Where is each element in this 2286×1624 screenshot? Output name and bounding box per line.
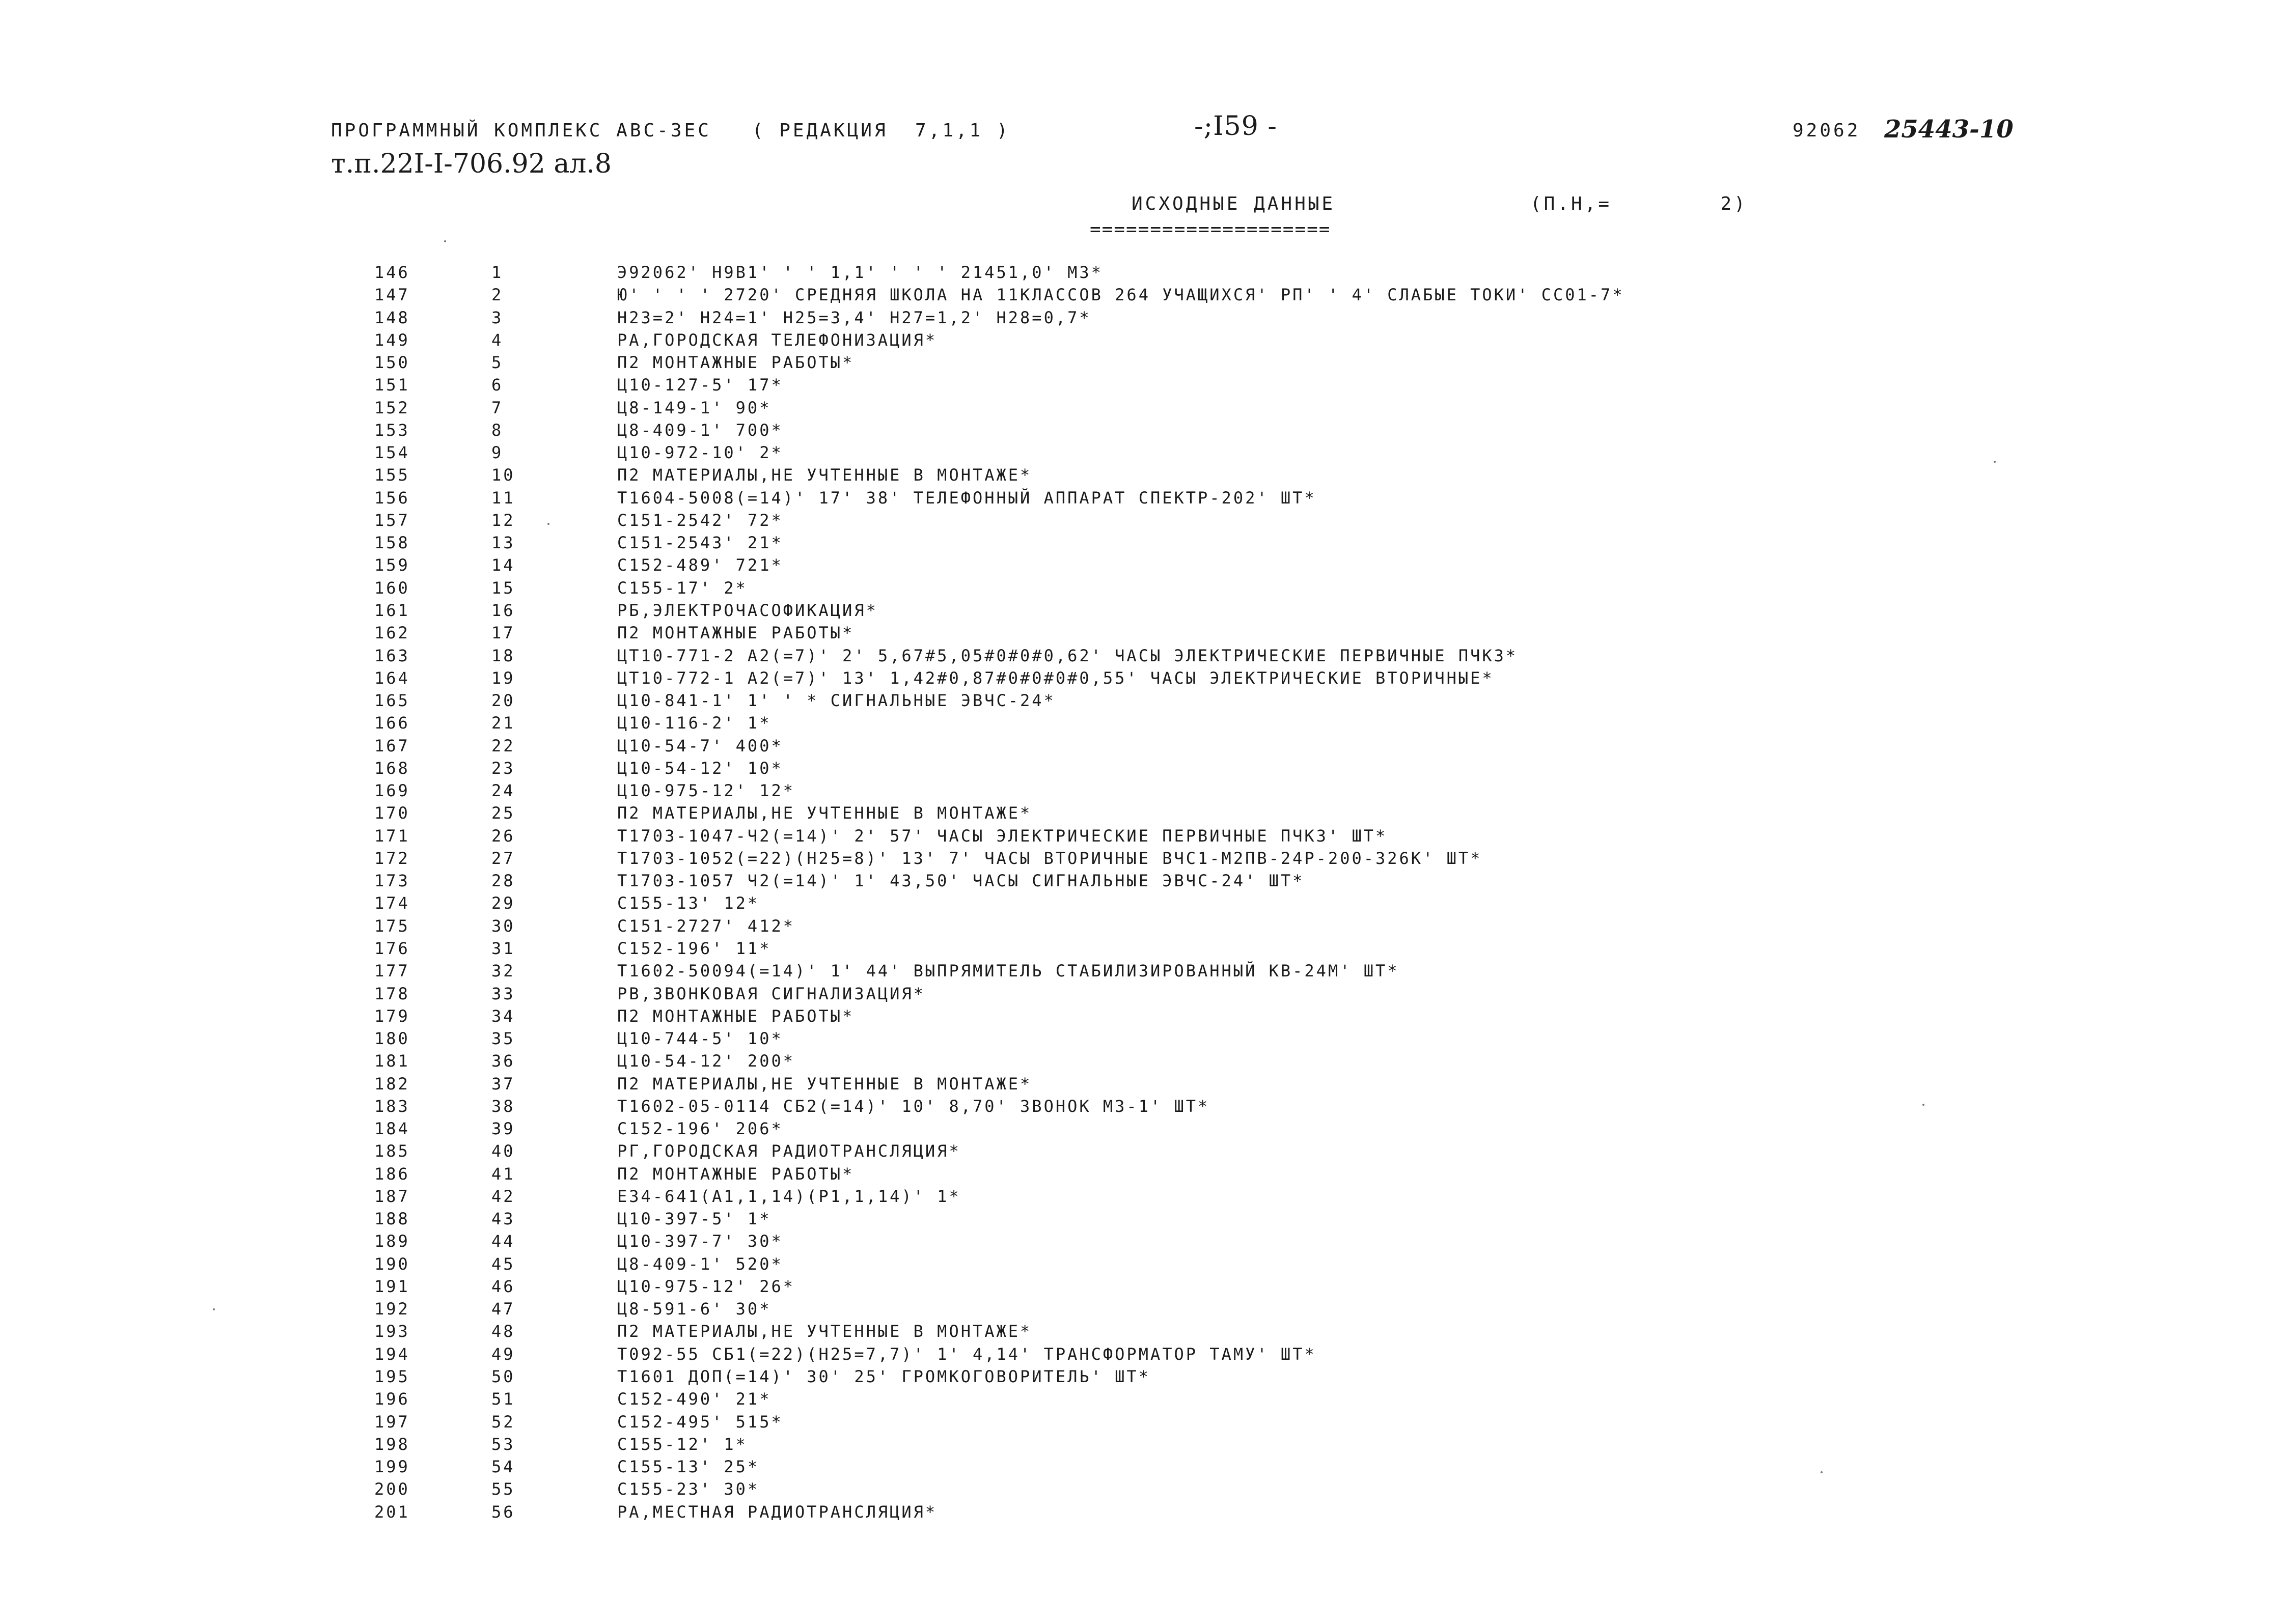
record-text: П2 МОНТАЖНЫЕ РАБОТЫ* xyxy=(617,1164,855,1184)
line-number: 159 xyxy=(374,555,410,575)
line-number: 190 xyxy=(374,1254,410,1274)
record-text: Ц10-54-12' 10* xyxy=(617,758,783,778)
record-text: Ц10-54-7' 400* xyxy=(617,736,783,755)
line-number: 179 xyxy=(374,1006,410,1026)
sequence-number: 54 xyxy=(491,1457,515,1477)
record-text: Т1604-5008(=14)' 17' 38' ТЕЛЕФОННЫЙ АППАРАТ СПЕКТР-202' ШТ* xyxy=(617,488,1316,508)
record-text: С152-495' 515* xyxy=(617,1412,783,1432)
line-number: 186 xyxy=(374,1164,410,1184)
listing-row xyxy=(0,1454,2286,1476)
line-number: 168 xyxy=(374,758,410,778)
listing-row xyxy=(0,462,2286,485)
sequence-number: 36 xyxy=(491,1051,515,1071)
sequence-number: 43 xyxy=(491,1209,515,1229)
line-number: 195 xyxy=(374,1367,410,1387)
line-number: 165 xyxy=(374,691,410,711)
record-text: Ц8-149-1' 90* xyxy=(617,398,772,417)
listing-row xyxy=(0,1026,2286,1048)
record-text: Ц8-409-1' 520* xyxy=(617,1254,783,1274)
record-text: РБ,ЭЛЕКТРОЧАСОФИКАЦИЯ* xyxy=(617,600,878,620)
line-number: 177 xyxy=(374,961,410,981)
sequence-number: 11 xyxy=(491,488,515,508)
record-text: С155-13' 12* xyxy=(617,893,760,913)
record-text: Н23=2' Н24=1' Н25=3,4' Н27=1,2' Н28=0,7* xyxy=(617,307,1091,327)
line-number: 152 xyxy=(374,398,410,417)
record-text: Т1602-50094(=14)' 1' 44' ВЫПРЯМИТЕЛЬ СТАБИЛИЗИРОВАННЫЙ КВ-24М' ШТ* xyxy=(617,961,1399,981)
listing-row xyxy=(0,1274,2286,1296)
line-number: 147 xyxy=(374,285,410,305)
listing-row xyxy=(0,260,2286,282)
listing-row xyxy=(0,305,2286,327)
sequence-number: 20 xyxy=(491,691,515,711)
line-number: 187 xyxy=(374,1186,410,1206)
line-number: 198 xyxy=(374,1434,410,1454)
record-text: П2 МОНТАЖНЫЕ РАБОТЫ* xyxy=(617,1006,855,1026)
line-number: 182 xyxy=(374,1074,410,1094)
listing-row xyxy=(0,1409,2286,1432)
sequence-number: 2 xyxy=(491,285,504,305)
record-text: Ю' ' ' ' 2720' СРЕДНЯЯ ШКОЛА НА 11КЛАССОВ 264 УЧАЩИХСЯ' РП' ' 4' СЛАБЫЕ ТОКИ' СС01-7* xyxy=(617,285,1624,305)
record-text: Т1703-1057 Ч2(=14)' 1' 43,50' ЧАСЫ СИГНАЛЬНЫЕ ЭВЧС-24' ШТ* xyxy=(617,871,1305,891)
sequence-number: 29 xyxy=(491,893,515,913)
sequence-number: 22 xyxy=(491,736,515,755)
listing-row xyxy=(0,1184,2286,1206)
listing-row xyxy=(0,552,2286,575)
line-number: 171 xyxy=(374,826,410,846)
line-number: 176 xyxy=(374,938,410,958)
listing-row xyxy=(0,1071,2286,1094)
listing-row xyxy=(0,1364,2286,1386)
handwritten-doc-number: 25443-10 xyxy=(1884,115,2014,144)
sequence-number: 18 xyxy=(491,646,515,665)
listing-row xyxy=(0,1296,2286,1319)
listing-row xyxy=(0,1138,2286,1161)
sequence-number: 27 xyxy=(491,848,515,868)
line-number: 163 xyxy=(374,646,410,665)
record-text: Ц10-54-12' 200* xyxy=(617,1051,795,1071)
line-number: 201 xyxy=(374,1502,410,1522)
listing-row xyxy=(0,1003,2286,1026)
sequence-number: 3 xyxy=(491,307,504,327)
record-text: Т1703-1052(=22)(Н25=8)' 13' 7' ЧАСЫ ВТОРИЧНЫЕ ВЧС1-М2ПВ-24Р-200-326К' ШТ* xyxy=(617,848,1482,868)
listing-row xyxy=(0,485,2286,508)
listing-row xyxy=(0,575,2286,598)
listing-row xyxy=(0,1386,2286,1409)
line-number: 153 xyxy=(374,420,410,440)
record-text: Ц10-397-5' 1* xyxy=(617,1209,772,1229)
record-text: С152-196' 206* xyxy=(617,1119,783,1139)
record-text: П2 МАТЕРИАЛЫ,НЕ УЧТЕННЫЕ В МОНТАЖЕ* xyxy=(617,1322,1032,1341)
source-listing xyxy=(0,260,2286,1522)
sequence-number: 44 xyxy=(491,1231,515,1251)
record-text: Ц10-975-12' 12* xyxy=(617,781,795,801)
record-text: П2 МОНТАЖНЫЕ РАБОТЫ* xyxy=(617,353,855,373)
listing-row xyxy=(0,778,2286,800)
sequence-number: 23 xyxy=(491,758,515,778)
sequence-number: 47 xyxy=(491,1299,515,1319)
sequence-number: 5 xyxy=(491,353,504,373)
listing-row xyxy=(0,1161,2286,1184)
line-number: 150 xyxy=(374,353,410,373)
sequence-number: 25 xyxy=(491,803,515,823)
line-number: 180 xyxy=(374,1029,410,1049)
sequence-number: 32 xyxy=(491,961,515,981)
record-text: Т1602-05-0114 СБ2(=14)' 10' 8,70' ЗВОНОК МЗ-1' ШТ* xyxy=(617,1096,1210,1116)
sequence-number: 8 xyxy=(491,420,504,440)
sequence-number: 41 xyxy=(491,1164,515,1184)
sequence-number: 40 xyxy=(491,1141,515,1161)
listing-row xyxy=(0,913,2286,936)
line-number: 189 xyxy=(374,1231,410,1251)
sequence-number: 9 xyxy=(491,443,504,463)
pn-indicator: (П.Н,= 2) xyxy=(1530,193,1748,214)
listing-row xyxy=(0,1116,2286,1138)
page-number: -;I59 - xyxy=(1194,111,1277,142)
record-text: Ц10-972-10' 2* xyxy=(617,443,783,463)
sequence-number: 38 xyxy=(491,1096,515,1116)
record-text: Э92062' Н9В1' ' ' 1,1' ' ' ' 21451,0' М3* xyxy=(617,263,1103,282)
sequence-number: 52 xyxy=(491,1412,515,1432)
listing-row xyxy=(0,620,2286,642)
listing-row xyxy=(0,1094,2286,1116)
sequence-number: 4 xyxy=(491,330,504,350)
sequence-number: 30 xyxy=(491,916,515,936)
sequence-number: 46 xyxy=(491,1276,515,1296)
line-number: 149 xyxy=(374,330,410,350)
record-text: П2 МОНТАЖНЫЕ РАБОТЫ* xyxy=(617,623,855,643)
listing-row xyxy=(0,350,2286,372)
record-text: РВ,ЗВОНКОВАЯ СИГНАЛИЗАЦИЯ* xyxy=(617,984,925,1003)
line-number: 199 xyxy=(374,1457,410,1477)
listing-row xyxy=(0,688,2286,710)
listing-row xyxy=(0,508,2286,530)
record-text: РА,МЕСТНАЯ РАДИОТРАНСЛЯЦИЯ* xyxy=(617,1502,938,1522)
listing-row xyxy=(0,823,2286,846)
record-text: Ц10-127-5' 17* xyxy=(617,375,783,395)
title-underline: ==================== xyxy=(1090,219,1331,240)
sequence-number: 49 xyxy=(491,1344,515,1364)
listing-row xyxy=(0,710,2286,733)
line-number: 170 xyxy=(374,803,410,823)
sequence-number: 50 xyxy=(491,1367,515,1387)
listing-row xyxy=(0,327,2286,350)
sequence-number: 48 xyxy=(491,1322,515,1341)
listing-row xyxy=(0,755,2286,778)
sequence-number: 16 xyxy=(491,600,515,620)
record-text: П2 МАТЕРИАЛЫ,НЕ УЧТЕННЫЕ В МОНТАЖЕ* xyxy=(617,465,1032,485)
listing-row xyxy=(0,890,2286,913)
line-number: 167 xyxy=(374,736,410,755)
sequence-number: 33 xyxy=(491,984,515,1003)
sequence-number: 45 xyxy=(491,1254,515,1274)
sequence-number: 7 xyxy=(491,398,504,417)
line-number: 146 xyxy=(374,263,410,282)
record-text: Ц8-409-1' 700* xyxy=(617,420,783,440)
record-text: С155-12' 1* xyxy=(617,1434,748,1454)
line-number: 183 xyxy=(374,1096,410,1116)
record-text: Т1703-1047-Ч2(=14)' 2' 57' ЧАСЫ ЭЛЕКТРИЧЕСКИЕ ПЕРВИЧНЫЕ ПЧК3' ШТ* xyxy=(617,826,1388,846)
sequence-number: 55 xyxy=(491,1479,515,1499)
scan-speck xyxy=(444,240,446,242)
record-text: РА,ГОРОДСКАЯ ТЕЛЕФОНИЗАЦИЯ* xyxy=(617,330,938,350)
line-number: 175 xyxy=(374,916,410,936)
record-text: Т092-55 СБ1(=22)(Н25=7,7)' 1' 4,14' ТРАНСФОРМАТОР ТАМУ' ШТ* xyxy=(617,1344,1316,1364)
record-text: С155-13' 25* xyxy=(617,1457,760,1477)
listing-row xyxy=(0,643,2286,665)
line-number: 148 xyxy=(374,307,410,327)
listing-row xyxy=(0,665,2286,688)
line-number: 184 xyxy=(374,1119,410,1139)
record-text: С151-2542' 72* xyxy=(617,510,783,530)
sequence-number: 39 xyxy=(491,1119,515,1139)
listing-row xyxy=(0,846,2286,868)
line-number: 196 xyxy=(374,1389,410,1409)
listing-row xyxy=(0,800,2286,823)
sequence-number: 31 xyxy=(491,938,515,958)
sequence-number: 14 xyxy=(491,555,515,575)
line-number: 162 xyxy=(374,623,410,643)
line-number: 160 xyxy=(374,578,410,598)
record-text: ЦТ10-771-2 А2(=7)' 2' 5,67#5,05#0#0#0,62' ЧАСЫ ЭЛЕКТРИЧЕСКИЕ ПЕРВИЧНЫЕ ПЧК3* xyxy=(617,646,1518,665)
listing-row xyxy=(0,1319,2286,1341)
line-number: 151 xyxy=(374,375,410,395)
line-number: 185 xyxy=(374,1141,410,1161)
sequence-number: 37 xyxy=(491,1074,515,1094)
line-number: 173 xyxy=(374,871,410,891)
sequence-number: 53 xyxy=(491,1434,515,1454)
listing-row xyxy=(0,981,2286,1003)
line-number: 164 xyxy=(374,668,410,688)
record-text: Е34-641(А1,1,14)(Р1,1,14)' 1* xyxy=(617,1186,961,1206)
sequence-number: 56 xyxy=(491,1502,515,1522)
record-text: ЦТ10-772-1 А2(=7)' 13' 1,42#0,87#0#0#0#0,55' ЧАСЫ ЭЛЕКТРИЧЕСКИЕ ВТОРИЧНЫЕ* xyxy=(617,668,1494,688)
record-text: С151-2727' 412* xyxy=(617,916,795,936)
record-text: Ц10-116-2' 1* xyxy=(617,713,772,733)
line-number: 200 xyxy=(374,1479,410,1499)
line-number: 157 xyxy=(374,510,410,530)
listing-row xyxy=(0,530,2286,552)
sequence-number: 13 xyxy=(491,533,515,553)
line-number: 156 xyxy=(374,488,410,508)
listing-row xyxy=(0,936,2286,958)
sequence-number: 28 xyxy=(491,871,515,891)
record-text: С155-23' 30* xyxy=(617,1479,760,1499)
listing-row xyxy=(0,282,2286,304)
record-text: Ц10-975-12' 26* xyxy=(617,1276,795,1296)
record-text: С152-489' 721* xyxy=(617,555,783,575)
record-text: С152-196' 11* xyxy=(617,938,772,958)
line-number: 166 xyxy=(374,713,410,733)
sequence-number: 35 xyxy=(491,1029,515,1049)
line-number: 155 xyxy=(374,465,410,485)
sequence-number: 26 xyxy=(491,826,515,846)
line-number: 194 xyxy=(374,1344,410,1364)
line-number: 154 xyxy=(374,443,410,463)
record-text: Т1601 ДОП(=14)' 30' 25' ГРОМКОГОВОРИТЕЛЬ' ШТ* xyxy=(617,1367,1150,1387)
listing-row xyxy=(0,958,2286,981)
record-text: С152-490' 21* xyxy=(617,1389,772,1409)
line-number: 193 xyxy=(374,1322,410,1341)
line-number: 181 xyxy=(374,1051,410,1071)
sequence-number: 12 xyxy=(491,510,515,530)
record-text: Ц8-591-6' 30* xyxy=(617,1299,772,1319)
record-text: Ц10-841-1' 1' ' * СИГНАЛЬНЫЕ ЭВЧС-24* xyxy=(617,691,1056,711)
sequence-number: 34 xyxy=(491,1006,515,1026)
record-text: С155-17' 2* xyxy=(617,578,748,598)
sequence-number: 21 xyxy=(491,713,515,733)
sequence-number: 6 xyxy=(491,375,504,395)
listing-row xyxy=(0,1341,2286,1364)
sequence-number: 15 xyxy=(491,578,515,598)
record-text: Ц10-397-7' 30* xyxy=(617,1231,783,1251)
listing-row xyxy=(0,1206,2286,1228)
line-number: 172 xyxy=(374,848,410,868)
sequence-number: 1 xyxy=(491,263,504,282)
listing-row xyxy=(0,372,2286,395)
sequence-number: 10 xyxy=(491,465,515,485)
record-text: С151-2543' 21* xyxy=(617,533,783,553)
line-number: 197 xyxy=(374,1412,410,1432)
line-number: 161 xyxy=(374,600,410,620)
record-text: РГ,ГОРОДСКАЯ РАДИОТРАНСЛЯЦИЯ* xyxy=(617,1141,961,1161)
listing-row xyxy=(0,440,2286,462)
line-number: 178 xyxy=(374,984,410,1003)
section-title: ИСХОДНЫЕ ДАННЫЕ xyxy=(1132,193,1336,214)
line-number: 188 xyxy=(374,1209,410,1229)
line-number: 174 xyxy=(374,893,410,913)
sequence-number: 51 xyxy=(491,1389,515,1409)
project-reference: т.п.22I-I-706.92 ал.8 xyxy=(331,149,612,179)
line-number: 192 xyxy=(374,1299,410,1319)
line-number: 191 xyxy=(374,1276,410,1296)
listing-row xyxy=(0,395,2286,417)
line-number: 158 xyxy=(374,533,410,553)
record-text: П2 МАТЕРИАЛЫ,НЕ УЧТЕННЫЕ В МОНТАЖЕ* xyxy=(617,1074,1032,1094)
sequence-number: 17 xyxy=(491,623,515,643)
listing-row xyxy=(0,1228,2286,1251)
listing-row xyxy=(0,868,2286,890)
sequence-number: 42 xyxy=(491,1186,515,1206)
listing-row xyxy=(0,598,2286,620)
sequence-number: 24 xyxy=(491,781,515,801)
listing-row xyxy=(0,1499,2286,1522)
sequence-number: 19 xyxy=(491,668,515,688)
document-code: 92062 xyxy=(1793,120,1861,141)
record-text: Ц10-744-5' 10* xyxy=(617,1029,783,1049)
program-header: ПРОГРАММНЫЙ КОМПЛЕКС АВС-3ЕС ( РЕДАКЦИЯ 7,1,1 ) xyxy=(331,120,1010,141)
listing-row xyxy=(0,1048,2286,1071)
listing-row xyxy=(0,733,2286,755)
line-number: 169 xyxy=(374,781,410,801)
listing-row xyxy=(0,1251,2286,1274)
listing-row xyxy=(0,417,2286,440)
record-text: П2 МАТЕРИАЛЫ,НЕ УЧТЕННЫЕ В МОНТАЖЕ* xyxy=(617,803,1032,823)
listing-row xyxy=(0,1432,2286,1454)
listing-row xyxy=(0,1476,2286,1499)
